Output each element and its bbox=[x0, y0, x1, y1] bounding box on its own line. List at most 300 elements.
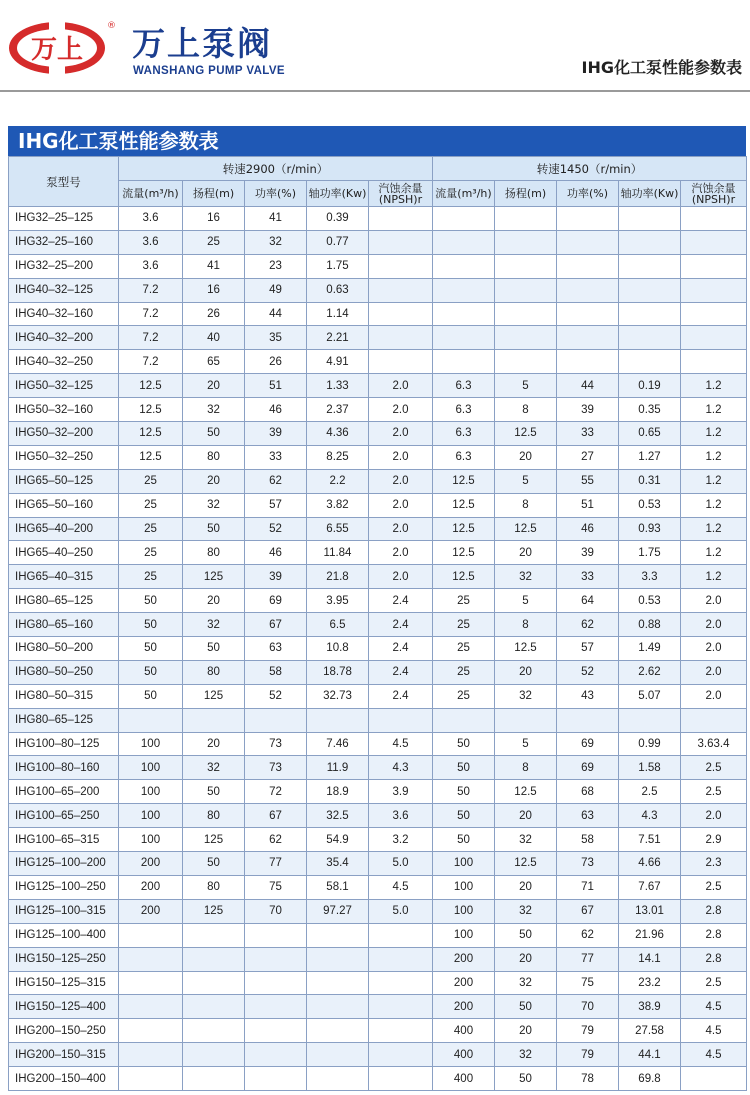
table-cell: 1.2 bbox=[681, 445, 747, 469]
table-row bbox=[9, 207, 747, 231]
table-cell: 62 bbox=[245, 828, 307, 852]
table-cell: 58 bbox=[557, 828, 619, 852]
table-cell bbox=[433, 350, 495, 374]
table-cell: 100 bbox=[433, 875, 495, 899]
table-cell: 20 bbox=[495, 947, 557, 971]
table-cell: 69 bbox=[557, 732, 619, 756]
table-cell: 20 bbox=[495, 804, 557, 828]
table-cell: 58.1 bbox=[307, 875, 369, 899]
table-cell: 125 bbox=[183, 684, 245, 708]
table-cell: 32 bbox=[495, 565, 557, 589]
table-cell bbox=[369, 995, 433, 1019]
table-cell bbox=[119, 1019, 183, 1043]
table-cell: 12.5 bbox=[433, 517, 495, 541]
table-cell: 2.0 bbox=[369, 398, 433, 422]
table-cell bbox=[619, 326, 681, 350]
table-row bbox=[9, 254, 747, 278]
table-cell: 35 bbox=[245, 326, 307, 350]
pump-model-cell: IHG100–65–200 bbox=[9, 780, 119, 804]
table-cell: 32 bbox=[495, 899, 557, 923]
table-cell: 400 bbox=[433, 1019, 495, 1043]
table-cell: 25 bbox=[119, 565, 183, 589]
table-cell: 2.37 bbox=[307, 398, 369, 422]
table-cell: 2.5 bbox=[681, 875, 747, 899]
table-cell: 100 bbox=[433, 899, 495, 923]
table-cell bbox=[369, 947, 433, 971]
pump-model-cell: IHG150–125–400 bbox=[9, 995, 119, 1019]
table-cell bbox=[245, 708, 307, 732]
table-cell: 46 bbox=[245, 398, 307, 422]
table-cell: 1.2 bbox=[681, 565, 747, 589]
table-cell: 32.73 bbox=[307, 684, 369, 708]
table-cell: 0.99 bbox=[619, 732, 681, 756]
table-cell bbox=[557, 326, 619, 350]
pump-model-cell: IHG125–100–315 bbox=[9, 899, 119, 923]
pump-model-cell: IHG100–65–315 bbox=[9, 828, 119, 852]
table-cell: 33 bbox=[557, 422, 619, 446]
table-cell bbox=[619, 708, 681, 732]
pump-model-cell: IHG65–40–200 bbox=[9, 517, 119, 541]
table-cell: 0.63 bbox=[307, 278, 369, 302]
table-cell: 200 bbox=[119, 875, 183, 899]
power-header: 功率(%) bbox=[557, 181, 619, 207]
table-cell: 32 bbox=[183, 613, 245, 637]
table-cell: 50 bbox=[183, 517, 245, 541]
pump-model-cell: IHG125–100–250 bbox=[9, 875, 119, 899]
table-cell: 33 bbox=[557, 565, 619, 589]
table-cell: 50 bbox=[183, 780, 245, 804]
table-cell: 8 bbox=[495, 398, 557, 422]
table-cell bbox=[619, 350, 681, 374]
table-cell: 50 bbox=[183, 852, 245, 876]
table-cell: 7.2 bbox=[119, 302, 183, 326]
table-cell bbox=[557, 254, 619, 278]
table-cell: 16 bbox=[183, 207, 245, 231]
table-row bbox=[9, 1019, 747, 1043]
table-cell: 5 bbox=[495, 374, 557, 398]
table-cell: 26 bbox=[183, 302, 245, 326]
table-cell bbox=[433, 326, 495, 350]
table-cell: 1.14 bbox=[307, 302, 369, 326]
table-cell bbox=[369, 326, 433, 350]
table-cell: 51 bbox=[245, 374, 307, 398]
table-cell bbox=[681, 254, 747, 278]
table-cell bbox=[557, 302, 619, 326]
table-cell: 25 bbox=[433, 589, 495, 613]
table-row bbox=[9, 278, 747, 302]
table-cell: 69.8 bbox=[619, 1067, 681, 1091]
table-cell: 25 bbox=[119, 469, 183, 493]
table-cell: 20 bbox=[495, 541, 557, 565]
table-cell: 71 bbox=[557, 875, 619, 899]
table-cell: 4.5 bbox=[369, 732, 433, 756]
table-cell: 7.2 bbox=[119, 326, 183, 350]
table-cell: 63 bbox=[557, 804, 619, 828]
pump-model-cell: IHG150–125–250 bbox=[9, 947, 119, 971]
table-cell bbox=[183, 1019, 245, 1043]
table-cell bbox=[433, 230, 495, 254]
table-cell: 2.5 bbox=[681, 756, 747, 780]
table-cell: 200 bbox=[433, 947, 495, 971]
table-cell bbox=[307, 708, 369, 732]
table-cell: 80 bbox=[183, 541, 245, 565]
table-cell bbox=[619, 302, 681, 326]
table-cell: 20 bbox=[183, 589, 245, 613]
table-cell: 2.4 bbox=[369, 637, 433, 661]
pump-model-cell: IHG40–32–125 bbox=[9, 278, 119, 302]
table-cell bbox=[119, 1043, 183, 1067]
table-row bbox=[9, 230, 747, 254]
table-cell: 6.5 bbox=[307, 613, 369, 637]
table-cell: 2.8 bbox=[681, 947, 747, 971]
pump-model-cell: IHG200–150–315 bbox=[9, 1043, 119, 1067]
npsh-header: 汽蚀余量(NPSH)r bbox=[681, 181, 747, 207]
table-cell: 50 bbox=[433, 804, 495, 828]
table-cell: 1.75 bbox=[307, 254, 369, 278]
table-cell: 6.3 bbox=[433, 374, 495, 398]
table-cell: 1.2 bbox=[681, 493, 747, 517]
pump-model-cell: IHG80–65–160 bbox=[9, 613, 119, 637]
table-cell: 12.5 bbox=[433, 565, 495, 589]
table-cell: 0.65 bbox=[619, 422, 681, 446]
table-cell bbox=[433, 278, 495, 302]
pump-model-cell: IHG80–50–200 bbox=[9, 637, 119, 661]
table-cell: 21.96 bbox=[619, 923, 681, 947]
table-cell bbox=[119, 708, 183, 732]
table-cell: 20 bbox=[495, 660, 557, 684]
table-cell: 32 bbox=[495, 828, 557, 852]
table-cell: 2.2 bbox=[307, 469, 369, 493]
table-cell: 20 bbox=[495, 1019, 557, 1043]
table-cell: 25 bbox=[119, 493, 183, 517]
table-cell: 50 bbox=[183, 637, 245, 661]
wanshang-logo bbox=[5, 14, 115, 80]
table-cell bbox=[495, 708, 557, 732]
table-cell: 50 bbox=[119, 589, 183, 613]
table-cell: 25 bbox=[433, 613, 495, 637]
table-cell: 1.2 bbox=[681, 398, 747, 422]
table-cell: 200 bbox=[119, 899, 183, 923]
table-cell: 0.39 bbox=[307, 207, 369, 231]
table-row bbox=[9, 923, 747, 947]
table-cell: 125 bbox=[183, 899, 245, 923]
table-cell: 25 bbox=[433, 637, 495, 661]
table-cell: 12.5 bbox=[495, 422, 557, 446]
table-cell: 33 bbox=[245, 445, 307, 469]
table-cell: 50 bbox=[495, 1067, 557, 1091]
table-cell: 44 bbox=[245, 302, 307, 326]
table-cell: 7.51 bbox=[619, 828, 681, 852]
table-cell: 0.53 bbox=[619, 589, 681, 613]
pump-model-cell: IHG50–32–200 bbox=[9, 422, 119, 446]
table-cell bbox=[307, 947, 369, 971]
table-cell: 39 bbox=[557, 398, 619, 422]
table-cell: 11.84 bbox=[307, 541, 369, 565]
table-cell: 0.77 bbox=[307, 230, 369, 254]
table-cell: 6.3 bbox=[433, 422, 495, 446]
table-title: IHG化工泵性能参数表 bbox=[18, 129, 219, 153]
table-cell: 20 bbox=[183, 469, 245, 493]
table-cell: 2.0 bbox=[369, 374, 433, 398]
table-row bbox=[9, 565, 747, 589]
table-cell: 4.3 bbox=[369, 756, 433, 780]
table-cell: 100 bbox=[433, 923, 495, 947]
table-cell: 0.93 bbox=[619, 517, 681, 541]
table-cell: 2.21 bbox=[307, 326, 369, 350]
table-cell: 25 bbox=[183, 230, 245, 254]
table-cell: 78 bbox=[557, 1067, 619, 1091]
table-cell: 80 bbox=[183, 804, 245, 828]
table-cell: 50 bbox=[183, 422, 245, 446]
pump-model-cell: IHG80–50–250 bbox=[9, 660, 119, 684]
table-row bbox=[9, 517, 747, 541]
table-cell: 25 bbox=[433, 684, 495, 708]
table-cell: 26 bbox=[245, 350, 307, 374]
table-cell: 32 bbox=[495, 1043, 557, 1067]
table-cell: 2.0 bbox=[369, 469, 433, 493]
table-cell: 4.5 bbox=[681, 1019, 747, 1043]
table-cell: 50 bbox=[433, 756, 495, 780]
table-cell: 46 bbox=[245, 541, 307, 565]
table-cell bbox=[495, 350, 557, 374]
table-cell: 6.3 bbox=[433, 445, 495, 469]
table-cell: 400 bbox=[433, 1067, 495, 1091]
table-cell: 3.63.4 bbox=[681, 732, 747, 756]
table-row bbox=[9, 804, 747, 828]
table-row bbox=[9, 684, 747, 708]
table-cell: 25 bbox=[433, 660, 495, 684]
table-cell: 65 bbox=[183, 350, 245, 374]
table-cell: 4.5 bbox=[369, 875, 433, 899]
table-cell: 7.2 bbox=[119, 278, 183, 302]
table-cell: 12.5 bbox=[495, 637, 557, 661]
table-cell: 23.2 bbox=[619, 971, 681, 995]
table-cell: 12.5 bbox=[433, 493, 495, 517]
table-cell: 0.53 bbox=[619, 493, 681, 517]
table-cell: 200 bbox=[119, 852, 183, 876]
table-row bbox=[9, 541, 747, 565]
table-cell: 2.0 bbox=[681, 589, 747, 613]
table-cell: 41 bbox=[183, 254, 245, 278]
table-cell bbox=[369, 254, 433, 278]
table-cell: 4.5 bbox=[681, 995, 747, 1019]
table-cell bbox=[557, 230, 619, 254]
table-cell: 1.2 bbox=[681, 422, 747, 446]
table-cell bbox=[681, 1067, 747, 1091]
pump-model-cell: IHG50–32–250 bbox=[9, 445, 119, 469]
table-cell: 2.5 bbox=[681, 971, 747, 995]
table-cell: 400 bbox=[433, 1043, 495, 1067]
table-cell: 3.6 bbox=[119, 254, 183, 278]
table-cell: 69 bbox=[557, 756, 619, 780]
table-cell bbox=[307, 995, 369, 1019]
table-cell: 63 bbox=[245, 637, 307, 661]
pump-model-cell: IHG100–65–250 bbox=[9, 804, 119, 828]
pump-model-cell: IHG32–25–200 bbox=[9, 254, 119, 278]
table-cell: 6.55 bbox=[307, 517, 369, 541]
table-cell: 41 bbox=[245, 207, 307, 231]
table-row bbox=[9, 852, 747, 876]
table-cell: 79 bbox=[557, 1043, 619, 1067]
pump-model-cell: IHG65–40–315 bbox=[9, 565, 119, 589]
table-cell: 50 bbox=[495, 995, 557, 1019]
table-cell: 100 bbox=[119, 732, 183, 756]
table-cell bbox=[681, 230, 747, 254]
svg-text:万上: 万上 bbox=[30, 35, 84, 65]
table-cell bbox=[183, 995, 245, 1019]
table-cell: 12.5 bbox=[119, 398, 183, 422]
table-cell: 79 bbox=[557, 1019, 619, 1043]
table-row bbox=[9, 828, 747, 852]
table-cell: 5.0 bbox=[369, 852, 433, 876]
table-cell: 77 bbox=[557, 947, 619, 971]
table-cell: 2.0 bbox=[369, 565, 433, 589]
table-cell bbox=[557, 708, 619, 732]
table-row bbox=[9, 613, 747, 637]
table-cell bbox=[369, 1067, 433, 1091]
table-cell: 21.8 bbox=[307, 565, 369, 589]
table-row bbox=[9, 1043, 747, 1067]
table-cell: 1.27 bbox=[619, 445, 681, 469]
table-cell: 3.95 bbox=[307, 589, 369, 613]
table-cell: 10.8 bbox=[307, 637, 369, 661]
table-cell: 100 bbox=[119, 828, 183, 852]
table-cell: 3.6 bbox=[119, 230, 183, 254]
table-cell: 100 bbox=[119, 804, 183, 828]
table-cell bbox=[681, 278, 747, 302]
table-cell: 2.0 bbox=[369, 445, 433, 469]
table-cell bbox=[183, 947, 245, 971]
table-row bbox=[9, 971, 747, 995]
table-cell: 2.0 bbox=[369, 422, 433, 446]
table-cell: 62 bbox=[557, 923, 619, 947]
table-cell: 50 bbox=[119, 684, 183, 708]
flow-header: 流量(m³/h) bbox=[433, 181, 495, 207]
table-cell: 32 bbox=[245, 230, 307, 254]
table-row bbox=[9, 732, 747, 756]
table-cell: 80 bbox=[183, 660, 245, 684]
table-cell bbox=[495, 230, 557, 254]
table-row bbox=[9, 302, 747, 326]
table-cell: 12.5 bbox=[495, 852, 557, 876]
table-row bbox=[9, 445, 747, 469]
table-cell: 125 bbox=[183, 828, 245, 852]
table-cell bbox=[619, 278, 681, 302]
table-cell: 8 bbox=[495, 493, 557, 517]
brand-name-en: WANSHANG PUMP VALVE bbox=[133, 65, 286, 77]
svg-text:®: ® bbox=[107, 21, 116, 31]
table-cell: 67 bbox=[245, 804, 307, 828]
table-cell bbox=[369, 923, 433, 947]
table-cell: 2.0 bbox=[369, 517, 433, 541]
power-header: 功率(%) bbox=[245, 181, 307, 207]
table-row bbox=[9, 398, 747, 422]
table-cell: 5.0 bbox=[369, 899, 433, 923]
table-cell bbox=[433, 254, 495, 278]
table-cell: 2.62 bbox=[619, 660, 681, 684]
table-cell bbox=[433, 708, 495, 732]
table-cell: 3.9 bbox=[369, 780, 433, 804]
speed-1450-header: 转速1450（r/min） bbox=[433, 157, 747, 181]
table-cell: 13.01 bbox=[619, 899, 681, 923]
table-cell bbox=[307, 1019, 369, 1043]
table-cell: 4.3 bbox=[619, 804, 681, 828]
table-cell bbox=[619, 207, 681, 231]
table-cell: 32 bbox=[183, 756, 245, 780]
table-cell: 52 bbox=[245, 517, 307, 541]
page-title: IHG化工泵性能参数表 bbox=[581, 58, 742, 77]
table-cell: 27.58 bbox=[619, 1019, 681, 1043]
table-cell: 67 bbox=[245, 613, 307, 637]
table-cell bbox=[557, 207, 619, 231]
pump-model-cell: IHG100–80–160 bbox=[9, 756, 119, 780]
spec-table-body bbox=[9, 207, 747, 1091]
table-cell: 2.4 bbox=[369, 684, 433, 708]
table-cell: 200 bbox=[433, 971, 495, 995]
table-cell: 20 bbox=[183, 374, 245, 398]
table-cell: 8 bbox=[495, 756, 557, 780]
table-cell: 7.67 bbox=[619, 875, 681, 899]
table-cell bbox=[119, 995, 183, 1019]
table-cell: 77 bbox=[245, 852, 307, 876]
table-cell bbox=[495, 326, 557, 350]
head-header: 扬程(m) bbox=[495, 181, 557, 207]
table-row bbox=[9, 756, 747, 780]
table-cell: 32 bbox=[495, 971, 557, 995]
table-cell bbox=[681, 708, 747, 732]
table-cell: 0.19 bbox=[619, 374, 681, 398]
table-cell: 16 bbox=[183, 278, 245, 302]
table-cell: 2.8 bbox=[681, 923, 747, 947]
table-cell: 125 bbox=[183, 565, 245, 589]
table-cell bbox=[495, 278, 557, 302]
table-cell: 18.78 bbox=[307, 660, 369, 684]
table-cell bbox=[183, 1043, 245, 1067]
table-cell: 12.5 bbox=[433, 469, 495, 493]
table-cell: 38.9 bbox=[619, 995, 681, 1019]
table-cell: 32 bbox=[183, 493, 245, 517]
table-cell: 2.5 bbox=[681, 780, 747, 804]
table-cell: 57 bbox=[245, 493, 307, 517]
table-cell: 39 bbox=[245, 422, 307, 446]
table-cell: 52 bbox=[245, 684, 307, 708]
table-row bbox=[9, 708, 747, 732]
table-cell: 70 bbox=[245, 899, 307, 923]
table-cell: 72 bbox=[245, 780, 307, 804]
brand-name-cn: 万上泵阀 bbox=[132, 24, 272, 63]
table-cell: 2.0 bbox=[369, 541, 433, 565]
table-cell: 55 bbox=[557, 469, 619, 493]
table-cell bbox=[681, 326, 747, 350]
table-cell: 44.1 bbox=[619, 1043, 681, 1067]
table-cell bbox=[245, 971, 307, 995]
table-cell: 1.58 bbox=[619, 756, 681, 780]
pump-model-cell: IHG150–125–315 bbox=[9, 971, 119, 995]
table-cell: 25 bbox=[119, 541, 183, 565]
table-cell bbox=[119, 947, 183, 971]
npsh-header: 汽蚀余量(NPSH)r bbox=[369, 181, 433, 207]
table-row bbox=[9, 875, 747, 899]
table-row bbox=[9, 1067, 747, 1091]
table-cell: 32.5 bbox=[307, 804, 369, 828]
table-cell: 100 bbox=[119, 756, 183, 780]
table-cell: 49 bbox=[245, 278, 307, 302]
pump-model-cell: IHG100–80–125 bbox=[9, 732, 119, 756]
table-cell: 80 bbox=[183, 445, 245, 469]
table-cell: 5 bbox=[495, 732, 557, 756]
table-cell bbox=[245, 995, 307, 1019]
table-cell: 0.88 bbox=[619, 613, 681, 637]
